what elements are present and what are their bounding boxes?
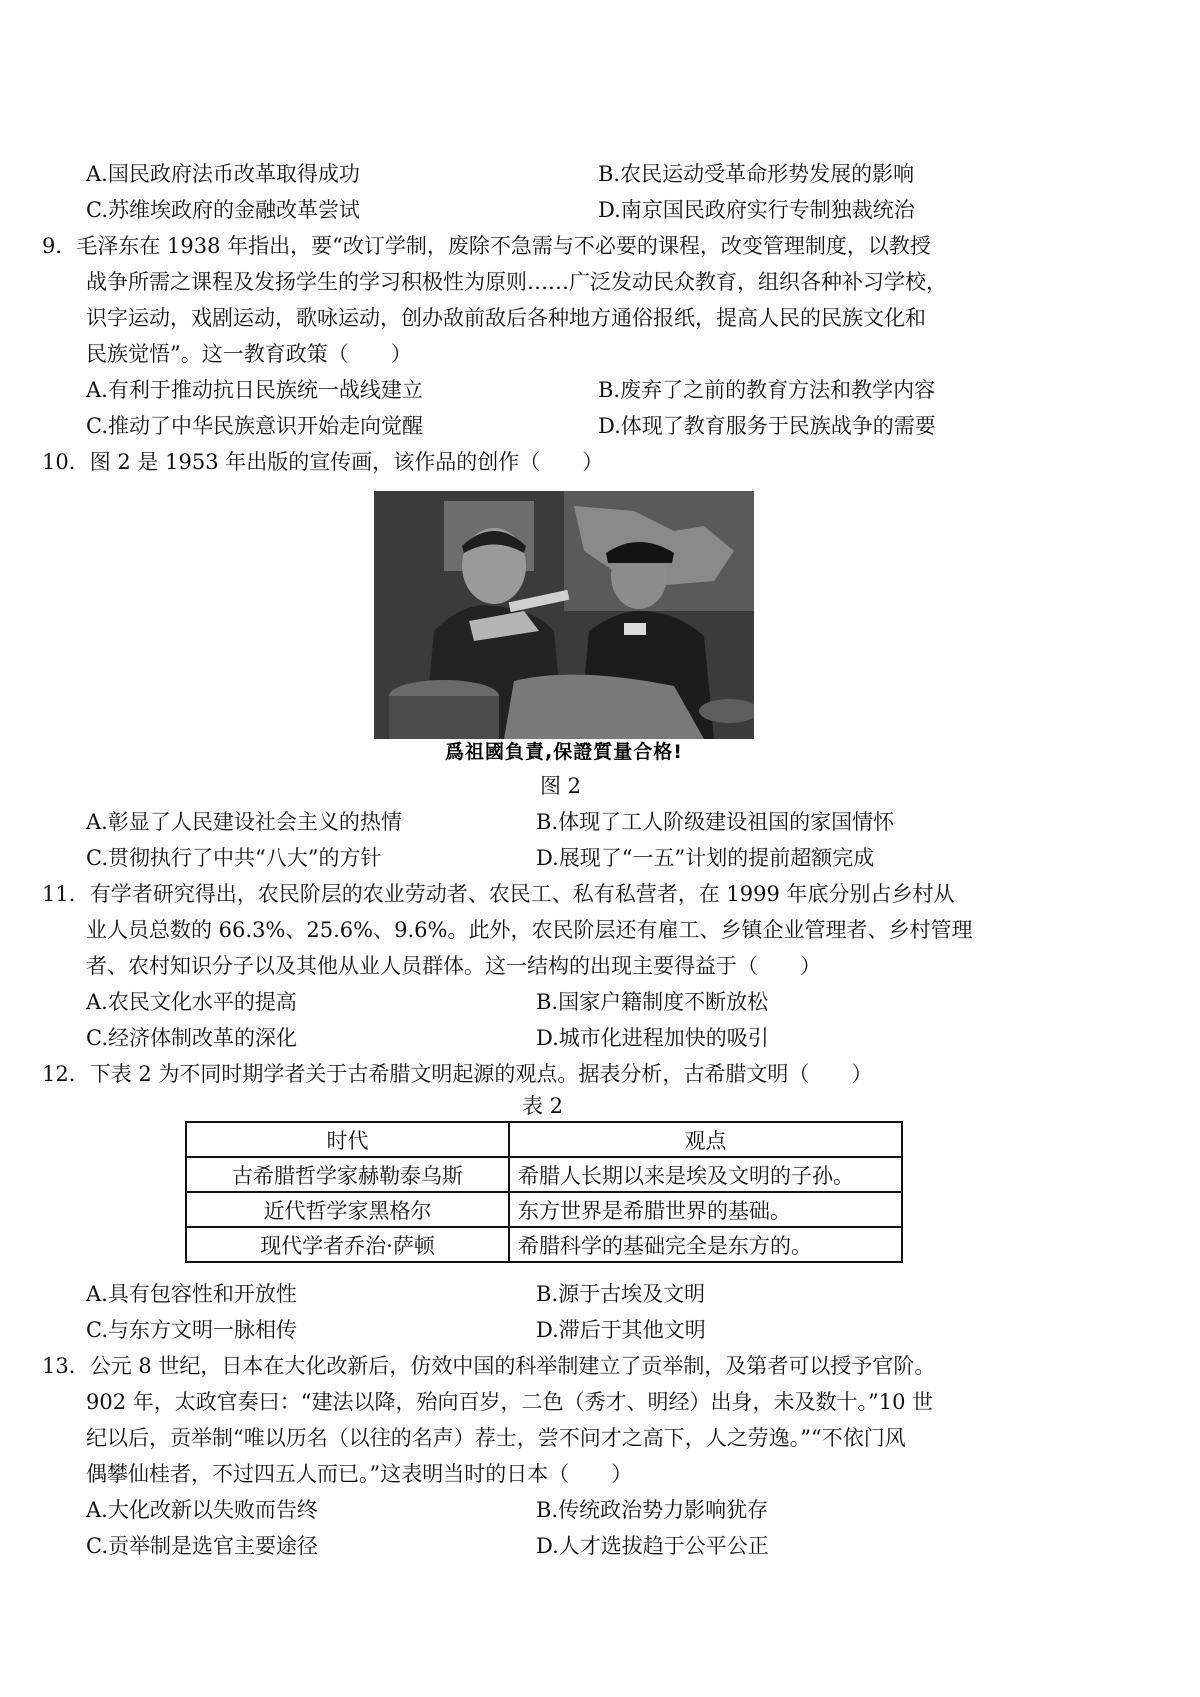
table-row (186, 1157, 902, 1192)
q8-option-a[interactable]: A.国民政府法币改革取得成功 (86, 162, 360, 186)
table-row (186, 1192, 902, 1227)
table-header-viewpoint: 观点 (509, 1122, 902, 1157)
table-header-era: 时代 (186, 1122, 509, 1157)
q10-stem: 10．图 2 是 1953 年出版的宣传画，该作品的创作（ ） (42, 450, 604, 474)
q11-option-a[interactable]: A.农民文化水平的提高 (86, 990, 297, 1014)
q9-option-c[interactable]: C.推动了中华民族意识开始走向觉醒 (86, 414, 423, 438)
figure-caption: 图 2 (540, 774, 582, 798)
q10-option-c[interactable]: C.贯彻执行了中共“八大”的方针 (86, 846, 382, 870)
q11-option-b[interactable]: B.国家户籍制度不断放松 (536, 990, 769, 1014)
q9-stem-line-2: 战争所需之课程及发扬学生的学习积极性为原则……广泛发动民众教育，组织各种补习学校， (86, 270, 947, 294)
q11-stem-line-3: 者、农村知识分子以及其他从业人员群体。这一结构的出现主要得益于（ ） (86, 954, 821, 978)
q13-option-b[interactable]: B.传统政治势力影响犹存 (536, 1498, 769, 1522)
q13-stem-line-1: 13．公元 8 世纪，日本在大化改新后，仿效中国的科举制建立了贡举制，及第者可以授予官阶。 (42, 1354, 936, 1378)
poster-slogan: 爲祖國負責,保證質量合格! (445, 741, 683, 763)
q13-option-c[interactable]: C.贡举制是选官主要途径 (86, 1534, 318, 1558)
q13-stem-line-3: 纪以后，贡举制“唯以历名（以往的名声）荐士，尝不问才之高下，人之劳逸。”“不依门风 (86, 1426, 906, 1450)
table-cell-scholar: 古希腊哲学家赫勒泰乌斯 (186, 1157, 509, 1192)
viewpoints-table (185, 1121, 903, 1263)
q13-stem-line-2: 902 年，太政官奏曰：“建法以降，殆向百岁，二色（秀才、明经）出身，未及数十。”10 世 (86, 1390, 934, 1414)
q8-option-c[interactable]: C.苏维埃政府的金融改革尝试 (86, 198, 360, 222)
q11-stem-line-1: 11．有学者研究得出，农民阶层的农业劳动者、农民工、私有私营者，在 1999 年底分别占乡村从 (42, 882, 955, 906)
table-cell-scholar: 近代哲学家黑格尔 (186, 1192, 509, 1227)
q9-option-d[interactable]: D.体现了教育服务于民族战争的需要 (598, 414, 936, 438)
q12-option-b[interactable]: B.源于古埃及文明 (536, 1282, 706, 1306)
q8-option-d[interactable]: D.南京国民政府实行专制独裁统治 (598, 198, 915, 222)
table-cell-viewpoint: 希腊人长期以来是埃及文明的子孙。 (509, 1157, 902, 1192)
q11-stem-line-2: 业人员总数的 66.3%、25.6%、9.6%。此外，农民阶层还有雇工、乡镇企业管理者、乡村管理 (86, 918, 973, 942)
q9-stem-line-4: 民族觉悟”。这一教育政策（ ） (86, 342, 412, 366)
q9-option-b[interactable]: B.废弃了之前的教育方法和教学内容 (598, 378, 936, 402)
q9-stem-line-3: 识字运动，戏剧运动，歌咏运动，创办敌前敌后各种地方通俗报纸，提高人民的民族文化和 (86, 306, 926, 330)
poster-illustration (374, 491, 754, 739)
table-header-row (186, 1122, 902, 1157)
q11-option-c[interactable]: C.经济体制改革的深化 (86, 1026, 297, 1050)
q13-stem-line-4: 偶攀仙桂者，不过四五人而已。”这表明当时的日本（ ） (86, 1462, 633, 1486)
q11-option-d[interactable]: D.城市化进程加快的吸引 (536, 1026, 769, 1050)
table-row (186, 1227, 902, 1262)
q8-option-b[interactable]: B.农民运动受革命形势发展的影响 (598, 162, 915, 186)
q12-option-c[interactable]: C.与东方文明一脉相传 (86, 1318, 297, 1342)
q10-option-d[interactable]: D.展现了“一五”计划的提前超额完成 (536, 846, 875, 870)
q13-option-a[interactable]: A.大化改新以失败而告终 (86, 1498, 318, 1522)
q12-option-d[interactable]: D.滞后于其他文明 (536, 1318, 706, 1342)
q10-option-a[interactable]: A.彰显了人民建设社会主义的热情 (86, 810, 402, 834)
q12-stem: 12．下表 2 为不同时期学者关于古希腊文明起源的观点。据表分析，古希腊文明（ ） (42, 1062, 873, 1086)
q10-option-b[interactable]: B.体现了工人阶级建设祖国的家国情怀 (536, 810, 895, 834)
table-cell-scholar: 现代学者乔治·萨顿 (186, 1227, 509, 1262)
table-caption: 表 2 (522, 1094, 564, 1118)
q9-option-a[interactable]: A.有利于推动抗日民族统一战线建立 (86, 378, 423, 402)
table-cell-viewpoint: 东方世界是希腊世界的基础。 (509, 1192, 902, 1227)
q9-stem-line-1: 9．毛泽东在 1938 年指出，要“改订学制，废除不急需与不必要的课程，改变管理制度，以教授 (42, 234, 931, 258)
table-cell-viewpoint: 希腊科学的基础完全是东方的。 (509, 1227, 902, 1262)
q13-option-d[interactable]: D.人才选拔趋于公平公正 (536, 1534, 769, 1558)
propaganda-poster-image (374, 491, 754, 739)
q12-option-a[interactable]: A.具有包容性和开放性 (86, 1282, 297, 1306)
